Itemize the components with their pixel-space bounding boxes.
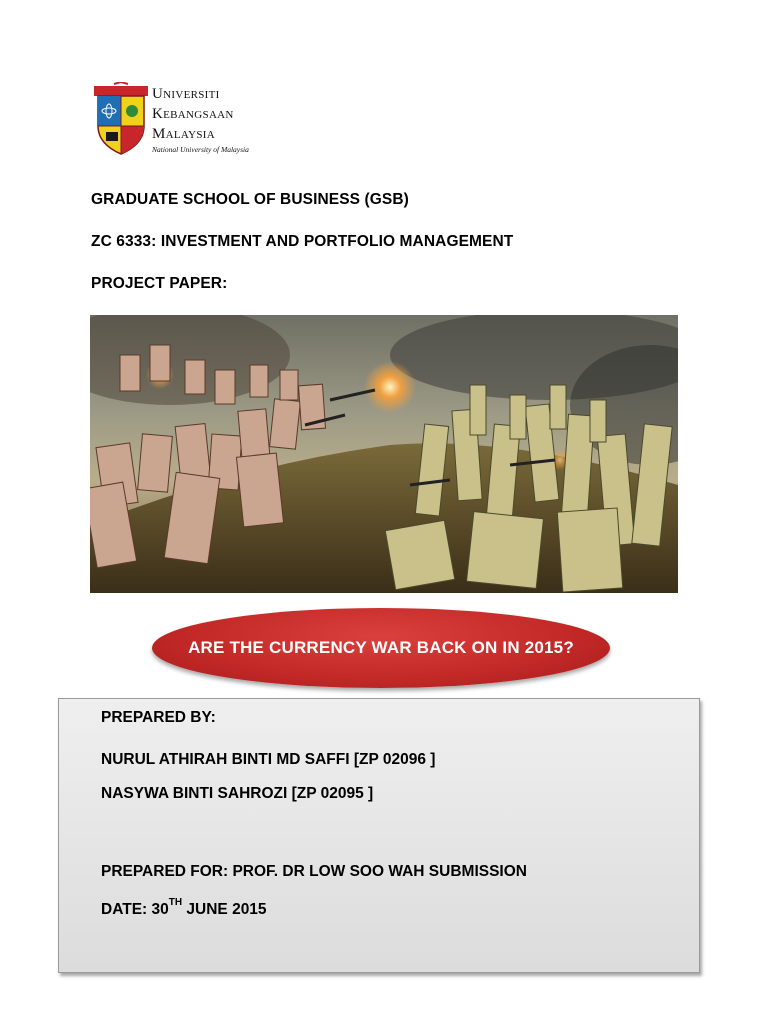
title-banner-text: ARE THE CURRENCY WAR BACK ON IN 2015? <box>188 638 574 657</box>
project-heading: PROJECT PAPER: <box>91 275 228 292</box>
prepared-for: PREPARED FOR: PROF. DR LOW SOO WAH SUBMISSION <box>101 863 527 880</box>
course-heading: ZC 6333: INVESTMENT AND PORTFOLIO MANAGEMENT <box>91 233 514 250</box>
logo-tagline: National University of Malaysia <box>152 145 249 154</box>
logo-line-malaysia: Malaysia <box>152 126 216 142</box>
date-suffix: JUNE 2015 <box>182 901 267 918</box>
date-superscript: TH <box>168 897 183 908</box>
date-prefix: DATE: 30 <box>101 901 169 918</box>
author-1: NURUL ATHIRAH BINTI MD SAFFI [ZP 02096 ] <box>101 751 436 768</box>
currency-war-illustration <box>90 315 678 593</box>
university-logo <box>92 80 272 160</box>
logo-line-kebangsaan: Kebangsaan <box>152 106 234 122</box>
prepared-by-label: PREPARED BY: <box>101 709 216 726</box>
details-box <box>58 698 700 973</box>
title-banner <box>152 608 610 688</box>
logo-line-universiti: Universiti <box>152 86 220 102</box>
submission-date <box>101 897 267 919</box>
school-heading: GRADUATE SCHOOL OF BUSINESS (GSB) <box>91 191 409 208</box>
university-crest-icon <box>92 82 150 156</box>
author-2: NASYWA BINTI SAHROZI [ZP 02095 ] <box>101 785 374 802</box>
